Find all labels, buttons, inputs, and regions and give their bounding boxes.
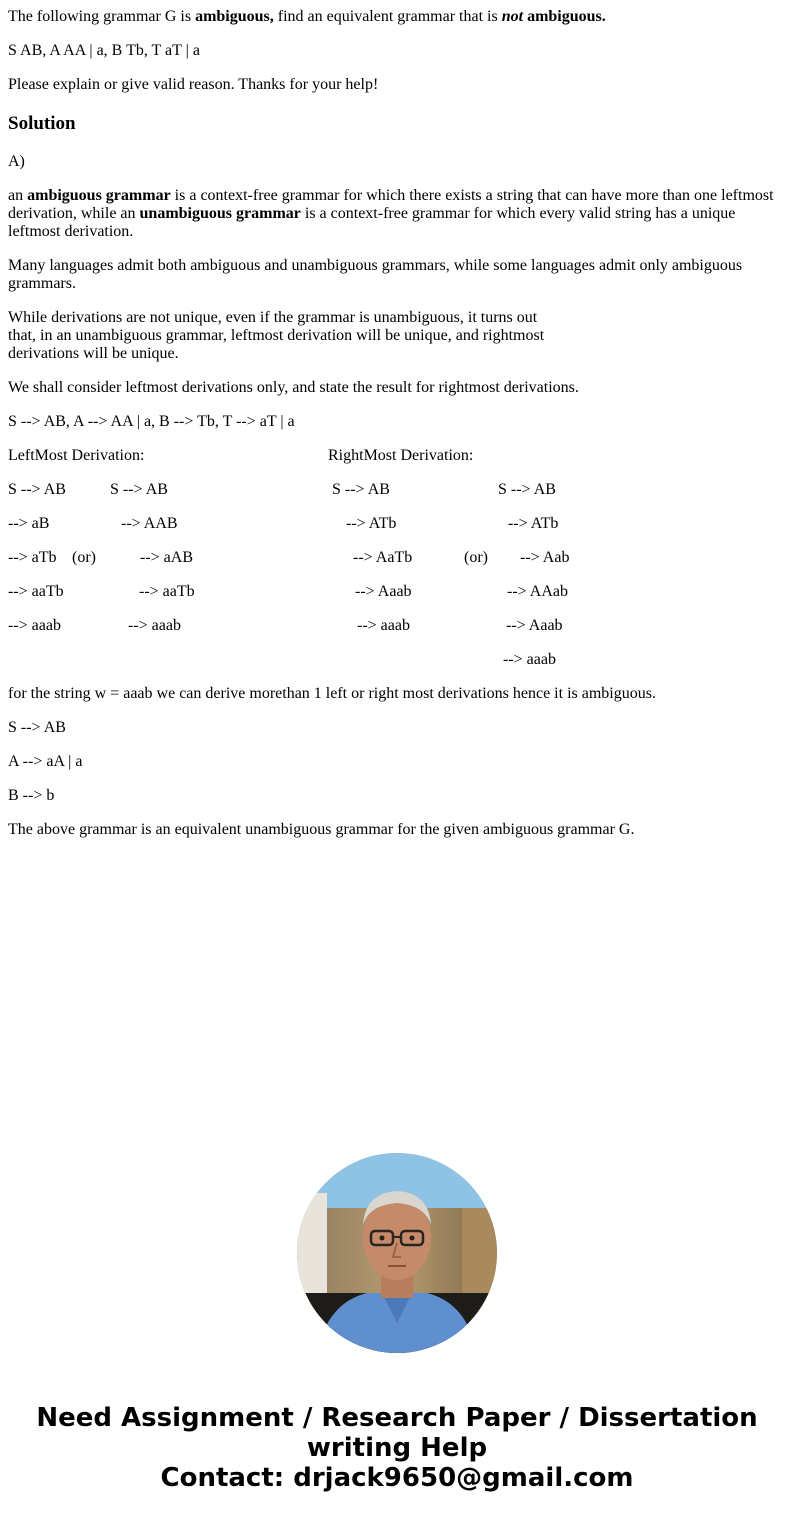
or-label: (or) [72, 549, 96, 566]
derivation-step: --> aTb [8, 549, 57, 566]
leftmost-heading: LeftMost Derivation: [8, 447, 145, 464]
derivation-step: S --> AB [332, 481, 390, 498]
derivation-step: --> AaTb [353, 549, 413, 566]
question-text: The following grammar G is [8, 8, 196, 25]
final-paragraph: The above grammar is an equivalent unambiguous grammar for the given ambiguous grammar G. [8, 821, 635, 838]
avatar-portrait [297, 1153, 497, 1353]
derivation-step: --> aaTb [139, 583, 195, 600]
question-request: Please explain or give valid reason. Thanks for your help! [8, 76, 379, 93]
def-bold-unambiguous-grammar: unambiguous grammar [139, 205, 301, 222]
def-bold-ambiguous-grammar: ambiguous grammar [27, 187, 171, 204]
derivation-step: --> AAab [507, 583, 569, 600]
derivation-step: S --> AB [8, 481, 66, 498]
definition-paragraph [8, 187, 784, 241]
derivation-step: --> ATb [346, 515, 397, 532]
derivation-step: --> Aaab [506, 617, 563, 634]
conclusion-paragraph: for the string w = aaab we can derive morethan 1 left or right most derivations hence it is ambiguous. [8, 685, 656, 702]
new-grammar-rule: A --> aA | a [8, 753, 83, 770]
derivation-step: --> aaab [357, 617, 410, 634]
solution-heading: Solution [8, 113, 76, 134]
derivation-step: S --> AB [498, 481, 556, 498]
author-avatar [297, 1153, 497, 1353]
def-text-3: is a context-free grammar for which every valid string has a unique leftmost derivation. [8, 205, 736, 240]
question-line [8, 8, 606, 26]
or-label: (or) [464, 549, 488, 566]
question-bold-italic-not: not [501, 8, 524, 25]
question-bold-ambiguous-2: ambiguous. [527, 8, 606, 25]
derivation-step: S --> AB [110, 481, 168, 498]
derivation-step: --> Aaab [355, 583, 412, 600]
question-text-mid: find an equivalent grammar that is [273, 8, 502, 25]
while-line-1: While derivations are not unique, even if the grammar is unambiguous, it turns out [8, 309, 538, 326]
question-grammar: S AB, A AA | a, B Tb, T aT | a [8, 42, 200, 59]
footer-line-2: writing Help [306, 1433, 488, 1463]
while-line-3: derivations will be unique. [8, 345, 179, 362]
derivation-step: --> aAB [140, 549, 194, 566]
new-grammar-rule: S --> AB [8, 719, 66, 736]
derivation-step: --> aB [8, 515, 50, 532]
footer-contact-email[interactable]: Contact: drjack9650@gmail.com [160, 1463, 634, 1493]
footer-contact [0, 1403, 794, 1493]
derivation-step: --> aaab [503, 651, 556, 668]
solution-part-label: A) [8, 153, 25, 170]
consider-paragraph: We shall consider leftmost derivations only, and state the result for rightmost derivations. [8, 379, 579, 396]
rightmost-heading: RightMost Derivation: [328, 447, 474, 464]
many-languages-paragraph: Many languages admit both ambiguous and unambiguous grammars, while some languages admit only ambiguous grammars. [8, 257, 743, 292]
derivation-step: --> aaab [8, 617, 61, 634]
question-bold-ambiguous: ambiguous, [195, 8, 274, 25]
derivation-step: --> ATb [508, 515, 559, 532]
derivation-step: --> aaab [128, 617, 181, 634]
footer-line-1: Need Assignment / Research Paper / Dissertation [36, 1403, 758, 1433]
def-text-2: is a context-free grammar for which there exists a string that can have more than one leftmost derivation, while an [8, 187, 774, 222]
derivation-step: --> Aab [520, 549, 570, 566]
def-text-1: an [8, 187, 28, 204]
derivation-step: --> AAB [121, 515, 178, 532]
while-line-2: that, in an unambiguous grammar, leftmost derivation will be unique, and rightmost [8, 327, 545, 344]
derivation-step: --> aaTb [8, 583, 64, 600]
new-grammar-rule: B --> b [8, 787, 55, 804]
grammar-arrow-line: S --> AB, A --> AA | a, B --> Tb, T --> aT | a [8, 413, 295, 430]
